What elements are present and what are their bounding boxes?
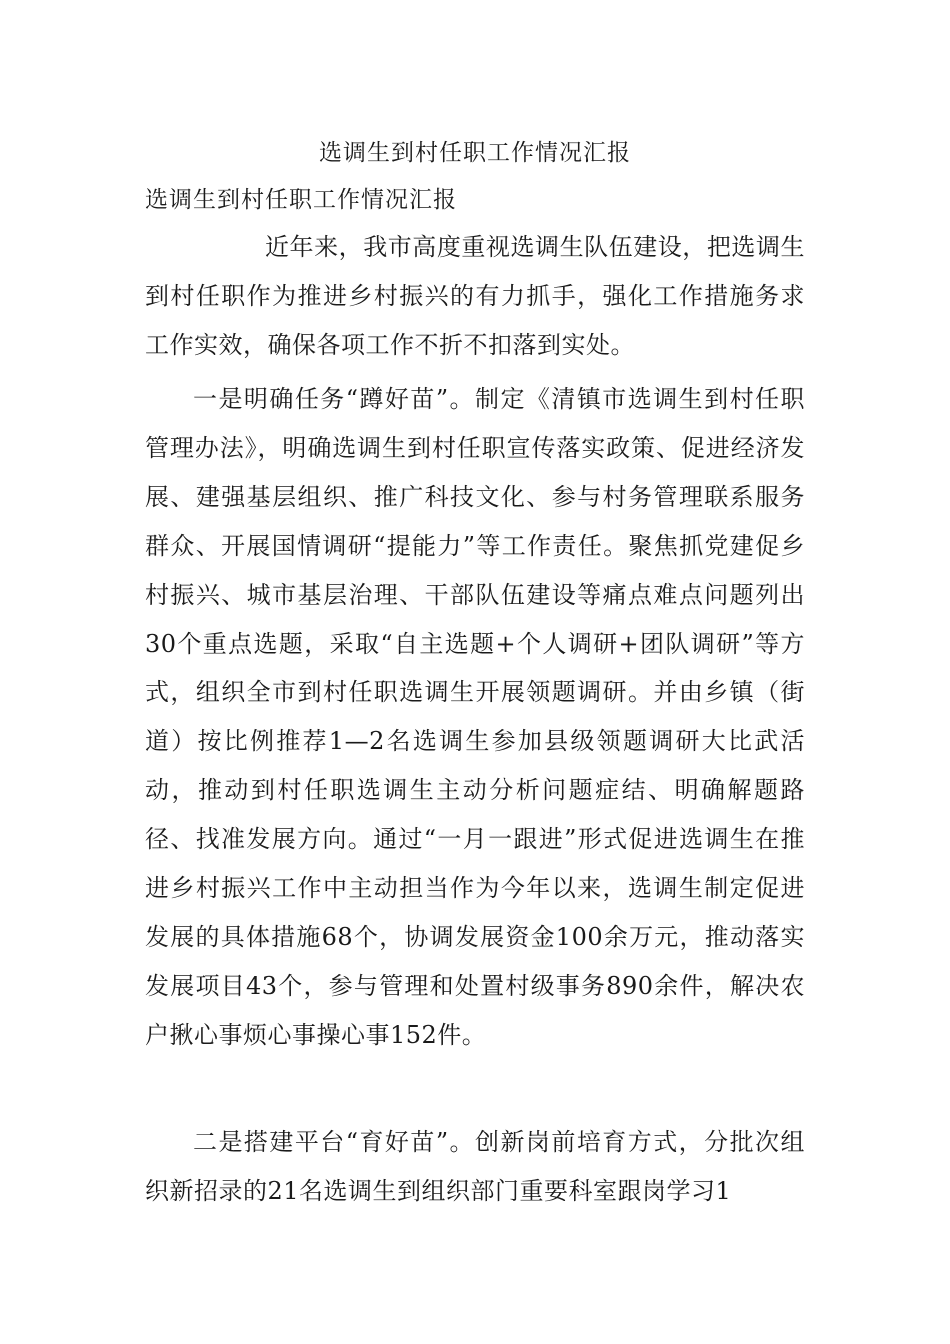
paragraph-task-definition: 一是明确任务“蹲好苗”。制定《清镇市选调生到村任职管理办法》，明确选调生到村任职宣传落实政策、促进经济发展、建强基层组织、推广科技文化、参与村务管理联系服务群众、开展国情调研“提能力”等工作责任。聚焦抓党建促乡村振兴、城市基层治理、干部队伍建设等痛点难点问题列出30个重点选题，采取“自主选题+个人调研+团队调研”等方式，组织全市到村任职选调生开展领题调研。并由乡镇（街道）按比例推荐1—2名选调生参加县级领题调研大比武活动，推动到村任职选调生主动分析问题症结、明确解题路径、找准发展方向。通过“一月一跟进”形式促进选调生在推进乡村振兴工作中主动担当作为今年以来，选调生制定促进发展的具体措施68个，协调发展资金100余万元，推动落实发展项目43个，参与管理和处置村级事务890余件，解决农户揪心事烦心事操心事152件。	[145, 385, 805, 1049]
paragraph-platform-building: 二是搭建平台“育好苗”。创新岗前培育方式，分批次组织新招录的21名选调生到组织部门重要科室跟岗学习1	[145, 1128, 805, 1205]
document-title: 选调生到村任职工作情况汇报	[319, 140, 631, 166]
paragraph-intro: 近年来，我市高度重视选调生队伍建设，把选调生到村任职作为推进乡村振兴的有力抓手，强化工作措施务求工作实效，确保各项工作不折不扣落到实处。	[145, 233, 805, 359]
document-subtitle: 选调生到村任职工作情况汇报	[145, 187, 457, 213]
